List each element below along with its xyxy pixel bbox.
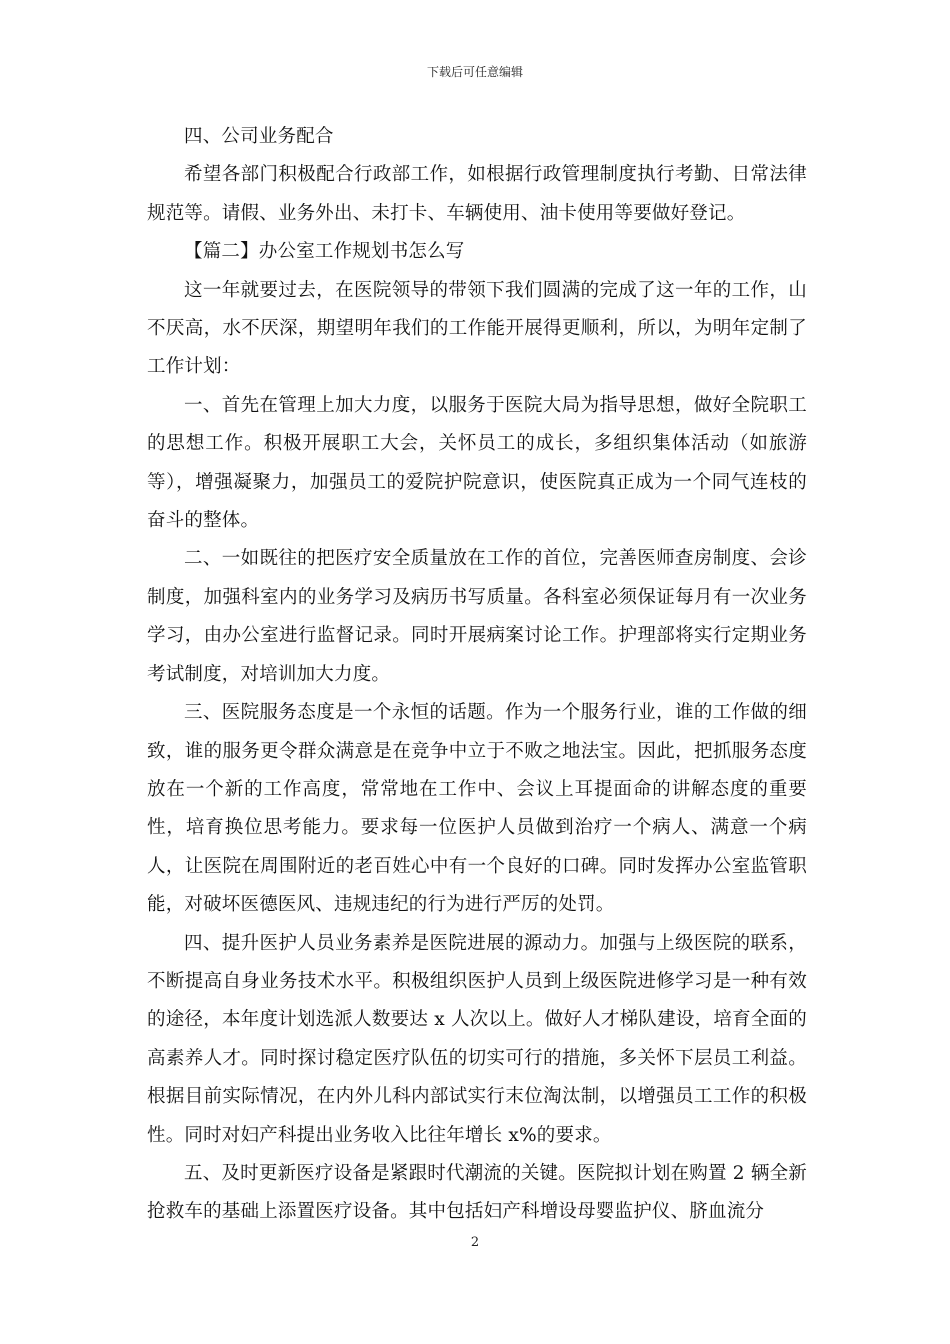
- paragraph-point-two: 二、一如既往的把医疗安全质量放在工作的首位，完善医师查房制度、会诊制度，加强科室内的业务学习及病历书写质量。各科室必须保证每月有一次业务学习，由办公室进行监督记录。同时开展病案讨论工作。护理部将实行定期业务考试制度，对培训加大力度。: [147, 548, 807, 685]
- paragraph-point-three: 三、医院服务态度是一个永恒的话题。作为一个服务行业，谁的工作做的细致，谁的服务更令群众满意是在竞争中立于不败之地法宝。因此，把抓服务态度放在一个新的工作高度，常常地在工作中、会议上耳提面命的讲解态度的重要性，培育换位思考能力。要求每一位医护人员做到治疗一个病人、满意一个病人，让医院在周围附近的老百姓心中有一个良好的口碑。同时发挥办公室监管职能，对破坏医德医风、违规违纪的行为进行严厉的处罚。: [147, 702, 807, 916]
- page-header: 下载后可任意编辑: [426, 65, 523, 79]
- page-number: 2: [470, 1235, 480, 1250]
- document-body: [147, 118, 807, 1232]
- section-heading-company-cooperation: 四、公司业务配合: [184, 126, 334, 147]
- paragraph-point-four: 四、提升医护人员业务素养是医院进展的源动力。加强与上级医院的联系，不断提高自身业务技术水平。积极组织医护人员到上级医院进修学习是一种有效的途径，本年度计划选派人数要达 x 人次以上。做好人才梯队建设，培育全面的高素养人才。同时探讨稳定医疗队伍的切实可行的措施，多关怀下层员工利益。根据目前实际情况，在内外儿科内部试实行末位淘汰制，以增强员工工作的积极性。同时对妇产科提出业务收入比往年增长 x%的要求。: [147, 932, 807, 1146]
- chapter-title-part-two: 【篇二】办公室工作规划书怎么写: [184, 241, 465, 263]
- paragraph-point-one: 一、首先在管理上加大力度，以服务于医院大局为指导思想，做好全院职工的思想工作。积极开展职工大会，关怀员工的成长，多组织集体活动（如旅游等），增强凝聚力，加强员工的爱院护院意识，使医院真正成为一个同气连枝的奋斗的整体。: [147, 394, 807, 532]
- paragraph-cooperation-request: 希望各部门积极配合行政部工作，如根据行政管理制度执行考勤、日常法律规范等。请假、业务外出、未打卡、车辆使用、油卡使用等要做好登记。: [147, 164, 807, 224]
- paragraph-point-five: 五、及时更新医疗设备是紧跟时代潮流的关键。医院拟计划在购置 2 辆全新抢救车的基础上添置医疗设备。其中包括妇产科增设母婴监护仪、脐血流分: [147, 1162, 807, 1223]
- paragraph-intro: 这一年就要过去，在医院领导的带领下我们圆满的完成了这一年的工作，山不厌高，水不厌深，期望明年我们的工作能开展得更顺利，所以，为明年定制了工作计划：: [147, 279, 807, 378]
